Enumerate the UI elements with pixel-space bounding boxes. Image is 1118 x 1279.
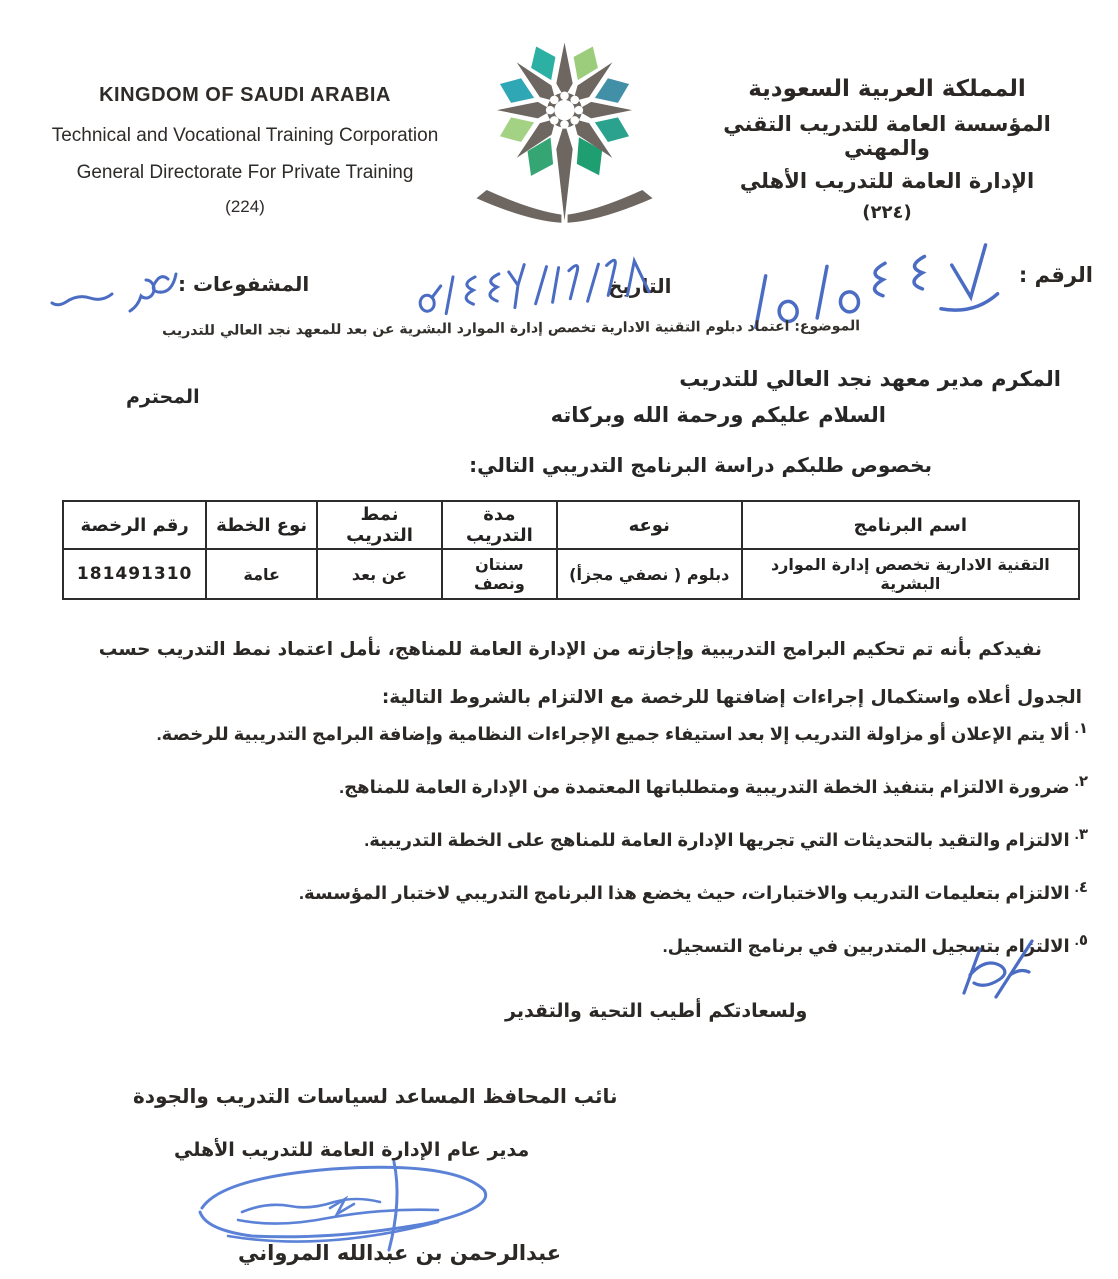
approval-initials	[952, 933, 1052, 1005]
letter-number-label: الرقم :	[1018, 263, 1093, 287]
date-label: التاريخ	[608, 274, 672, 298]
table-row	[63, 549, 1079, 599]
condition-number: ١.	[1074, 720, 1088, 737]
table-header-row	[63, 501, 1079, 549]
directorate-code-ar: (٢٢٤)	[862, 202, 912, 223]
col-type: نوعه	[557, 501, 742, 549]
closing-line: ولسعادتكم أطيب التحية والتقدير	[505, 1000, 808, 1022]
header-english	[30, 84, 460, 217]
kingdom-title-ar: المملكة العربية السعودية	[748, 76, 1026, 102]
condition-text: ألا يتم الإعلان أو مزاولة التدريب إلا بعد استيفاء جميع الإجراءات النظامية وإضافة البرامج التدريبية للرخصة.	[156, 724, 1070, 744]
conditions-list	[66, 714, 1088, 979]
honorific: المحترم	[126, 386, 200, 408]
condition-text: الالتزام بتسجيل المتدربين في برنامج التسجيل.	[662, 936, 1070, 956]
condition-item-2	[66, 767, 1088, 802]
cell-type: دبلوم ( نصفي مجزأ)	[557, 549, 742, 599]
directorate-title-ar: الإدارة العامة للتدريب الأهلي	[739, 169, 1035, 193]
condition-text: الالتزام والتقيد بالتحديثات التي تجريها الإدارة العامة للمناهج على الخطة التدريبية.	[364, 830, 1070, 850]
col-license-no: رقم الرخصة	[63, 501, 206, 549]
tvtc-logo-graphic	[462, 20, 667, 232]
cell-program-name: التقنية الادارية تخصص إدارة الموارد البشرية	[742, 549, 1079, 599]
signer-title-2: مدير عام الإدارة العامة للتدريب الأهلي	[174, 1139, 530, 1161]
kingdom-title: KINGDOM OF SAUDI ARABIA	[99, 84, 391, 106]
signer-title-1: نائب المحافظ المساعد لسياسات التدريب والجودة	[133, 1084, 618, 1108]
date-handwritten	[410, 244, 654, 327]
cell-plan-type: عامة	[206, 549, 317, 599]
header-arabic	[682, 76, 1092, 223]
cell-mode: عن بعد	[317, 549, 442, 599]
tvtc-logo	[462, 20, 667, 232]
cell-license-no: 181491310	[63, 549, 206, 599]
condition-number: ٥.	[1074, 932, 1088, 949]
condition-number: ٤.	[1074, 879, 1088, 896]
signer-name: عبدالرحمن بن عبدالله المرواني	[238, 1241, 562, 1265]
condition-item-3	[66, 820, 1088, 855]
subject-line: الموضوع: اعتماد دبلوم التقنية الادارية تخصص إدارة الموارد البشرية عن بعد للمعهد نجد العالي للتدريب	[162, 318, 861, 340]
condition-item-4	[66, 873, 1088, 908]
corporation-title: Technical and Vocational Training Corporation	[51, 125, 439, 146]
body-paragraph	[80, 626, 1082, 722]
directorate-title: General Directorate For Private Training	[76, 162, 414, 183]
condition-item-5	[66, 926, 1088, 961]
col-duration: مدة التدريب	[442, 501, 557, 549]
condition-item-1	[66, 714, 1088, 749]
greeting-line: السلام عليكم ورحمة الله وبركاته	[550, 403, 886, 427]
condition-number: ٣.	[1074, 826, 1088, 843]
condition-text: ضرورة الالتزام بتنفيذ الخطة التدريبية ومتطلباتها المعتمدة من الإدارة العامة للمناهج.	[339, 777, 1070, 797]
condition-text: الالتزام بتعليمات التدريب والاختبارات، حيث يخضع هذا البرنامج التدريبي لاختبار المؤسسة.	[298, 883, 1070, 903]
intro-line: بخصوص طلبكم دراسة البرنامج التدريبي التالي:	[469, 453, 932, 477]
program-table	[62, 500, 1080, 600]
cell-duration: سنتان ونصف	[442, 549, 557, 599]
directorate-code: (224)	[225, 197, 265, 216]
col-mode: نمط التدريب	[317, 501, 442, 549]
attachments-handwritten	[46, 258, 184, 316]
attachments-label: المشفوعات :	[178, 272, 310, 296]
addressee-line: المكرم مدير معهد نجد العالي للتدريب	[679, 367, 1061, 391]
col-plan-type: نوع الخطة	[206, 501, 317, 549]
condition-number: ٢.	[1074, 773, 1088, 790]
col-program-name: اسم البرنامج	[742, 501, 1079, 549]
body-paragraph-text: نفيدكم بأنه تم تحكيم البرامج التدريبية وإجازته من الإدارة العامة للمناهج، نأمل اعتماد نمط التدريب حسب الجدول أعلاه واستكمال إجراءات إضافتها للرخصة مع الالتزام بالشروط التالية:	[98, 639, 1082, 708]
corporation-title-ar: المؤسسة العامة للتدريب التقني والمهني	[723, 112, 1051, 160]
